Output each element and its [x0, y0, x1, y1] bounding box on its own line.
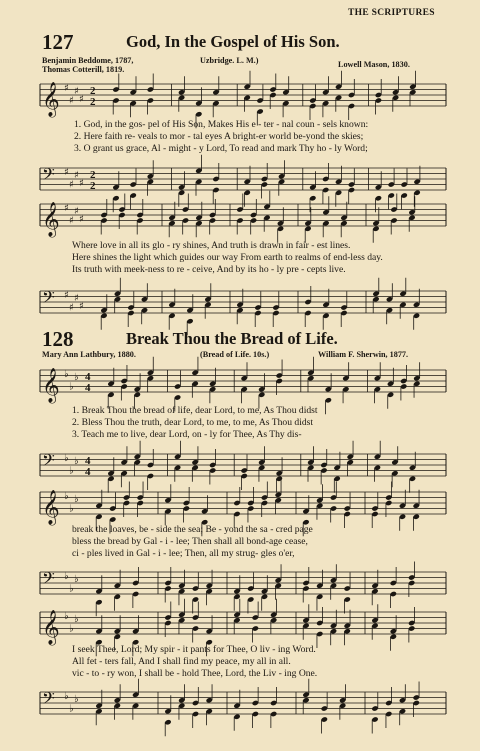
time-signature-top: 4 — [85, 455, 91, 467]
time-signature-bottom: 2 — [90, 96, 96, 108]
sharp-icon: ♯ — [74, 292, 79, 304]
sharp-icon: ♯ — [69, 302, 74, 314]
flat-icon: ♭ — [74, 573, 79, 585]
time-signature-bottom: 4 — [85, 382, 91, 394]
lyric-block — [0, 524, 480, 560]
music-credit: Lowell Mason, 1830. — [338, 60, 410, 69]
sharp-icon: ♯ — [64, 289, 69, 301]
flat-icon: ♭ — [69, 623, 74, 635]
sharp-icon: ♯ — [79, 93, 84, 105]
sharp-icon: ♯ — [74, 85, 79, 97]
running-head: THE SCRIPTURES — [348, 8, 435, 18]
words-credit: Benjamin Beddome, 1787, — [42, 56, 134, 65]
hymn-title: God, In the Gospel of His Son. — [126, 32, 340, 51]
music-staff — [0, 484, 480, 524]
sharp-icon: ♯ — [79, 177, 84, 189]
sharp-icon: ♯ — [64, 82, 69, 94]
flat-icon: ♭ — [74, 693, 79, 705]
music-staff — [0, 160, 480, 200]
tune-name: (Bread of Life. 10s.) — [200, 350, 270, 359]
music-staff — [0, 564, 480, 604]
lyric-line: ci - ples lived in Gal - i - lee; Then, all my strug- gles o'er, — [72, 548, 295, 559]
bass-clef-icon: 𝄢 — [42, 450, 55, 474]
flat-icon: ♭ — [69, 703, 74, 715]
lyric-line: Where love in all its glo - ry shines, And truth is drawn in fair - est lines. — [72, 240, 351, 251]
flat-icon: ♭ — [74, 371, 79, 383]
hymn-title: Break Thou the Bread of Life. — [126, 329, 338, 348]
lyric-block — [0, 644, 480, 680]
flat-icon: ♭ — [64, 452, 69, 464]
treble-clef-icon: 𝄞 — [42, 368, 60, 403]
lyric-line: 2. Here faith re- veals to mor - tal eyes A bright-er world be-yond the skies; — [74, 131, 364, 142]
bass-clef-icon: 𝄢 — [42, 164, 55, 188]
music-staff — [0, 446, 480, 486]
flat-icon: ♭ — [74, 613, 79, 625]
lyric-line: vic - to - ry won, I shall be - hold Thee, Lord, the Liv - ing One. — [72, 668, 318, 679]
hymn-number: 128 — [42, 327, 74, 351]
flat-icon: ♭ — [69, 503, 74, 515]
lyric-block — [0, 119, 480, 155]
flat-icon: ♭ — [74, 455, 79, 467]
bass-clef-icon: 𝄢 — [42, 287, 55, 311]
music-staff — [0, 283, 480, 323]
lyric-block — [0, 405, 480, 441]
flat-icon: ♭ — [69, 381, 74, 393]
lyric-line: 1. God, in the gos- pel of His Son, Makes His e - ter - nal coun - sels known: — [74, 119, 369, 130]
sharp-icon: ♯ — [69, 95, 74, 107]
treble-clef-icon: 𝄞 — [42, 82, 60, 117]
sharp-icon: ♯ — [74, 169, 79, 181]
alteration-credit: Thomas Cotterill, 1819. — [42, 65, 125, 74]
time-signature-bottom: 4 — [85, 466, 91, 478]
lyric-line: Here shines the light which guides our way From earth to realms of end-less day. — [72, 252, 383, 263]
tune-name: Uzbridge. L. M.) — [200, 56, 259, 65]
lyric-line: 2. Bless Thou the truth, dear Lord, to me, to me, As Thou didst — [72, 417, 314, 428]
music-staff — [0, 684, 480, 724]
sharp-icon: ♯ — [64, 202, 69, 214]
music-staff — [0, 76, 480, 116]
time-signature-top: 2 — [90, 85, 96, 97]
time-signature-top: 4 — [85, 371, 91, 383]
flat-icon: ♭ — [74, 493, 79, 505]
sharp-icon: ♯ — [79, 300, 84, 312]
sharp-icon: ♯ — [74, 205, 79, 217]
lyric-line: I seek Thee, Lord; My spir - it pants for Thee, O liv - ing Word. — [72, 644, 316, 655]
lyric-line: break the loaves, be - side the sea; Be - yond the sa - cred page — [72, 524, 313, 535]
sharp-icon: ♯ — [79, 213, 84, 225]
bass-clef-icon: 𝄢 — [42, 568, 55, 592]
music-staff — [0, 604, 480, 644]
treble-clef-icon: 𝄞 — [42, 202, 60, 237]
flat-icon: ♭ — [69, 583, 74, 595]
flat-icon: ♭ — [64, 610, 69, 622]
sharp-icon: ♯ — [64, 166, 69, 178]
lyric-block — [0, 240, 480, 276]
flat-icon: ♭ — [69, 465, 74, 477]
treble-clef-icon: 𝄞 — [42, 490, 60, 525]
time-signature-top: 2 — [90, 169, 96, 181]
lyric-line: Its truth with meek-ness to re - ceive, And by its ho - ly pre - cepts live. — [72, 264, 346, 275]
lyric-line: 3. Teach me to live, dear Lord, on - ly for Thee, As Thy dis- — [72, 429, 302, 440]
music-staff — [0, 362, 480, 402]
flat-icon: ♭ — [64, 490, 69, 502]
music-staff — [0, 196, 480, 236]
lyric-line: 1. Break Thou the bread of life, dear Lord, to me, As Thou didst — [72, 405, 318, 416]
bass-clef-icon: 𝄢 — [42, 688, 55, 712]
flat-icon: ♭ — [64, 690, 69, 702]
sharp-icon: ♯ — [69, 179, 74, 191]
lyric-line: bless the bread by Gal - i - lee; Then shall all bond-age cease, — [72, 536, 308, 547]
lyric-line: 3. O grant us grace, Al - might - y Lord, To read and mark Thy ho - ly Word; — [74, 143, 368, 154]
treble-clef-icon: 𝄞 — [42, 610, 60, 645]
music-credit: William F. Sherwin, 1877. — [318, 350, 409, 359]
flat-icon: ♭ — [64, 368, 69, 380]
flat-icon: ♭ — [64, 570, 69, 582]
hymn-number: 127 — [42, 30, 74, 54]
words-credit: Mary Ann Lathbury, 1880. — [42, 350, 136, 359]
lyric-line: All fet - ters fall, And I shall find my peace, my all in all. — [72, 656, 291, 667]
time-signature-bottom: 2 — [90, 180, 96, 192]
sharp-icon: ♯ — [69, 215, 74, 227]
